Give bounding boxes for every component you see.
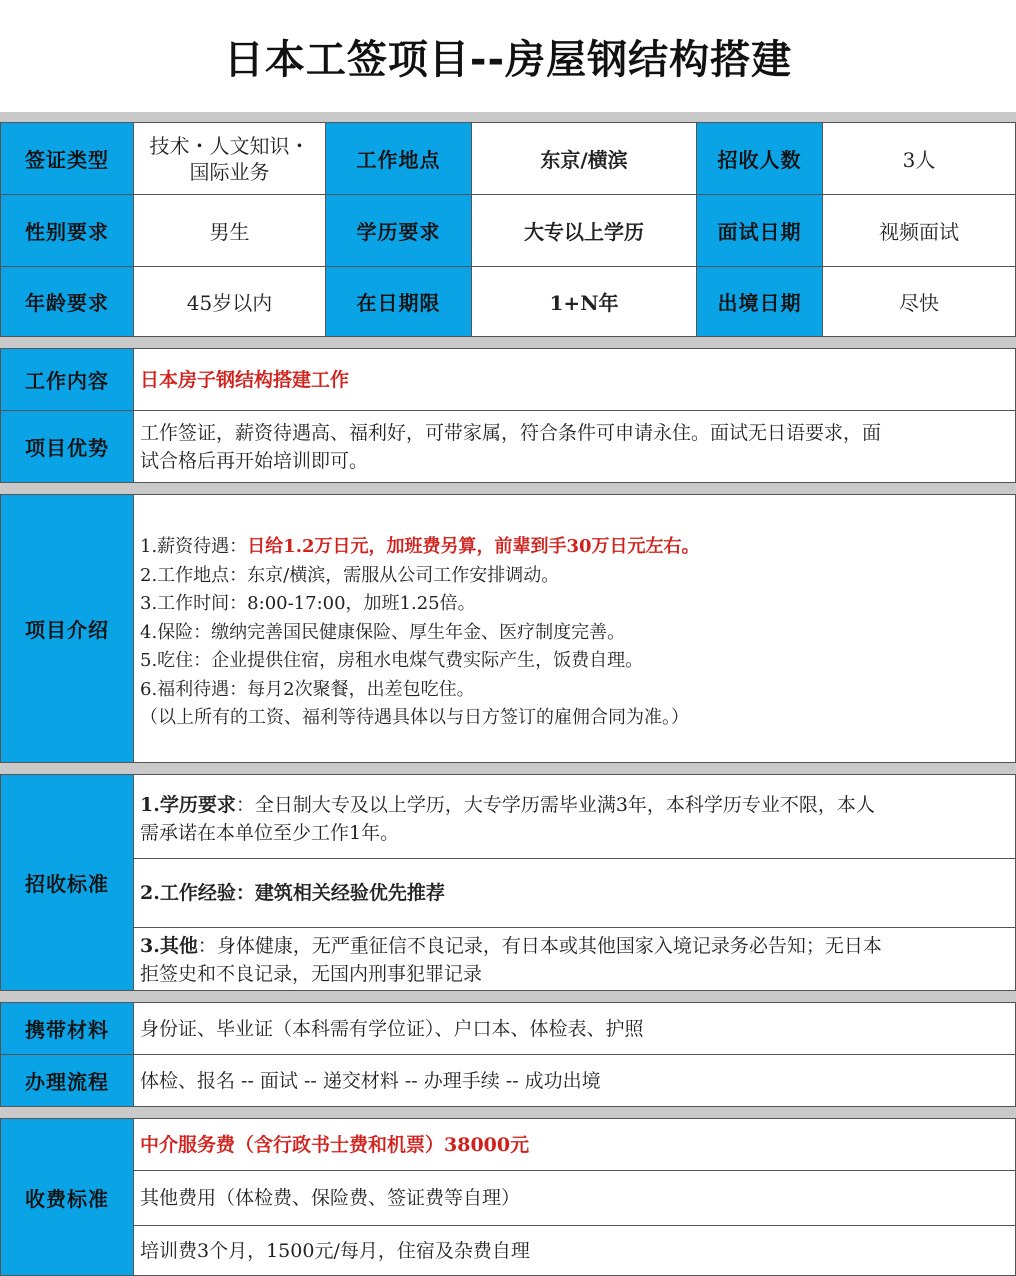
intro-value xyxy=(133,494,1016,763)
standard-education: 1.学历要求：全日制大专及以上学历，大专学历需毕业满3年，本科学历专业不限，本人 需承诺在本单位至少工作1年。 xyxy=(133,774,1016,859)
interview-date-label: 面试日期 xyxy=(696,194,823,267)
education-value: 大专以上学历 xyxy=(471,194,697,267)
standard-label: 招收标准 xyxy=(0,774,134,991)
process-label: 办理流程 xyxy=(0,1054,134,1107)
headcount-label: 招收人数 xyxy=(696,122,823,195)
page-title: 日本工签项目--房屋钢结构搭建 xyxy=(223,36,793,83)
stay-term-label: 在日期限 xyxy=(325,266,472,337)
process-value: 体检、报名 -- 面试 -- 递交材料 -- 办理手续 -- 成功出境 xyxy=(133,1054,1016,1107)
separator xyxy=(0,482,1016,494)
work-content-value xyxy=(133,348,1016,411)
headcount-value: 3人 xyxy=(822,122,1016,195)
fees-label: 收费标准 xyxy=(0,1118,134,1276)
intro-item: 3.工作时间：8:00-17:00，加班1.25倍。 xyxy=(140,593,476,614)
gender-value: 男生 xyxy=(133,194,326,267)
work-content-text: 日本房子钢结构搭建工作 xyxy=(140,368,350,391)
advantage-value xyxy=(133,410,1016,483)
advantage-line: 试合格后再开始培训即可。 xyxy=(140,450,369,472)
intro-label: 项目介绍 xyxy=(0,494,134,763)
age-value: 45岁以内 xyxy=(133,266,326,337)
materials-label: 携带材料 xyxy=(0,1002,134,1055)
stay-term-value: 1+N年 xyxy=(471,266,697,337)
gender-label: 性别要求 xyxy=(0,194,134,267)
materials-value: 身份证、毕业证（本科需有学位证）、户口本、体检表、护照 xyxy=(133,1002,1016,1055)
visa-type-label: 签证类型 xyxy=(0,122,134,195)
interview-date-value: 视频面试 xyxy=(822,194,1016,267)
visa-type-value xyxy=(133,122,326,195)
advantage-label: 项目优势 xyxy=(0,410,134,483)
standard-other: 3.其他：身体健康，无严重征信不良记录，有日本或其他国家入境记录务必告知；无日本 拒签史和不良记录，无国内刑事犯罪记录 xyxy=(133,927,1016,991)
standard-experience: 2.工作经验：建筑相关经验优先推荐 xyxy=(133,858,1016,928)
work-location-label: 工作地点 xyxy=(325,122,472,195)
visa-type-line: 技术・人文知识・ xyxy=(149,133,310,158)
fee-other: 其他费用（体检费、保险费、签证费等自理） xyxy=(133,1170,1016,1226)
work-content-label: 工作内容 xyxy=(0,348,134,411)
separator xyxy=(0,112,1016,122)
intro-item: 6.福利待遇：每月2次聚餐，出差包吃住。 xyxy=(140,678,475,700)
separator xyxy=(0,336,1016,348)
separator xyxy=(0,762,1016,774)
work-location-value: 东京/横滨 xyxy=(471,122,697,195)
intro-item: 4.保险：缴纳完善国民健康保险、厚生年金、医疗制度完善。 xyxy=(140,621,626,643)
intro-item: 2.工作地点：东京/横滨，需服从公司工作安排调动。 xyxy=(140,564,560,586)
salary-highlight: 日给1.2万日元，加班费另算，前辈到手30万日元左右。 xyxy=(247,536,700,557)
age-label: 年龄要求 xyxy=(0,266,134,337)
intro-item: 5.吃住：企业提供住宿，房租水电煤气费实际产生，饭费自理。 xyxy=(140,650,644,671)
fee-service: 中介服务费（含行政书士费和机票）38000元 xyxy=(133,1118,1016,1171)
departure-date-value: 尽快 xyxy=(822,266,1016,337)
fee-training: 培训费3个月，1500元/每月，住宿及杂费自理 xyxy=(133,1225,1016,1276)
intro-item: （以上所有的工资、福利等待遇具体以与日方签订的雇佣合同为准。） xyxy=(140,707,689,728)
intro-item-salary: 1.薪资待遇：日给1.2万日元，加班费另算，前辈到手30万日元左右。 xyxy=(140,536,700,557)
advantage-line: 工作签证，薪资待遇高、福利好，可带家属，符合条件可申请永住。面试无日语要求，面 xyxy=(140,422,882,444)
visa-type-line: 国际业务 xyxy=(189,159,270,184)
education-label: 学历要求 xyxy=(325,194,472,267)
departure-date-label: 出境日期 xyxy=(696,266,823,337)
separator xyxy=(0,990,1016,1002)
separator xyxy=(0,1106,1016,1118)
